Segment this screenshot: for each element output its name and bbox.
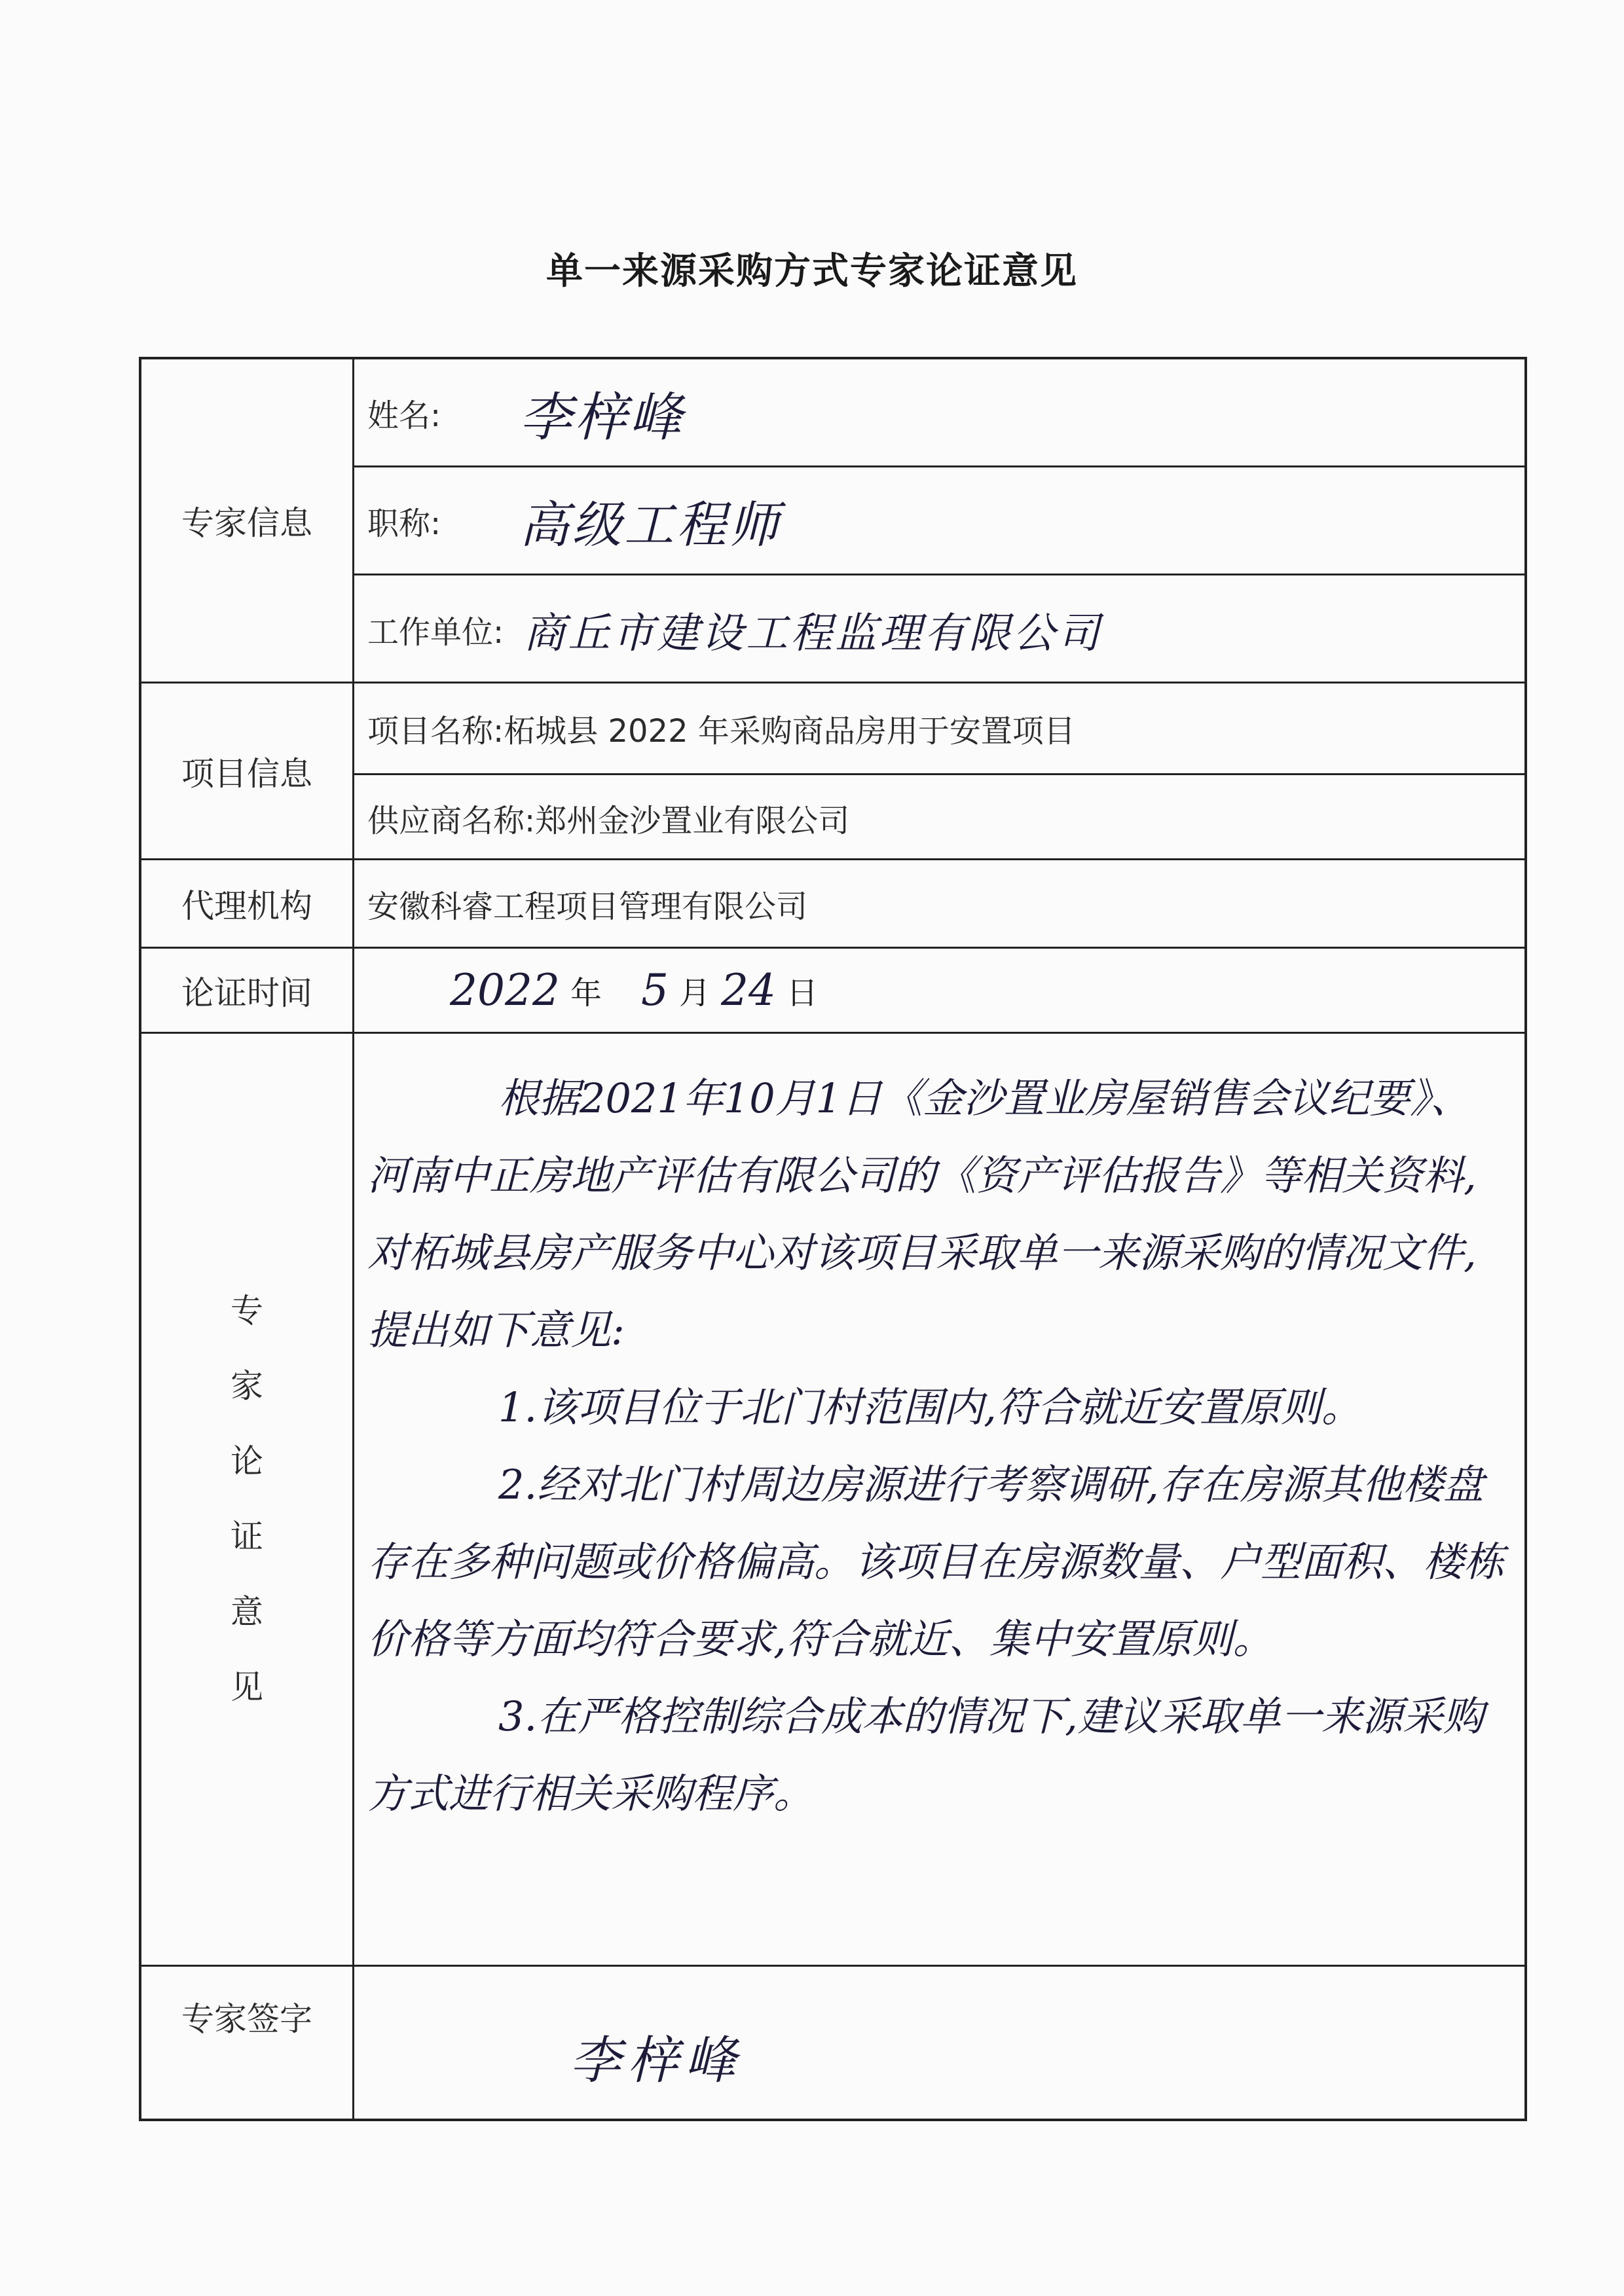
opinion-paragraph: 3.在严格控制综合成本的情况下,建议采取单一来源采购方式进行相关采购程序。 xyxy=(367,1692,1484,1817)
date-day: 24 xyxy=(721,965,776,1015)
expert-info-row xyxy=(141,359,1524,683)
unit-cell xyxy=(354,575,1524,683)
opinion-row xyxy=(141,1034,1524,1967)
review-time-row xyxy=(141,949,1524,1034)
signature-label: 专家签字 xyxy=(141,1967,354,2119)
document-title: 单一来源采购方式专家论证意见 xyxy=(546,249,1078,293)
opinion-label xyxy=(141,1034,354,1965)
project-name-value: 柘城县 2022 年采购商品房用于安置项目 xyxy=(504,713,1075,750)
date-month: 5 xyxy=(640,965,669,1015)
opinion-paragraph: 2.经对北门村周边房源进行考察调研,存在房源其他楼盘存在多种问题或价格偏高。该项目在房源数量、户型面积、楼栋价格等方面均符合要求,符合就近、集中安置原则。 xyxy=(367,1461,1505,1663)
title-cell xyxy=(354,467,1524,575)
date-year: 2022 xyxy=(450,965,560,1015)
agency-label: 代理机构 xyxy=(141,860,354,947)
signature-row xyxy=(141,1967,1524,2119)
date-year-label: 年 xyxy=(570,975,602,1011)
expert-info-label: 专家信息 xyxy=(141,359,354,682)
project-name-label: 项目名称: xyxy=(367,713,504,750)
unit-label: 工作单位: xyxy=(367,614,504,651)
opinion-label-char: 证 xyxy=(231,1518,263,1556)
project-name-cell xyxy=(354,683,1524,775)
opinion-label-char: 见 xyxy=(231,1668,263,1706)
project-info-label: 项目信息 xyxy=(141,683,354,858)
date-month-label: 月 xyxy=(678,975,710,1011)
expert-signature: 李梓峰 xyxy=(570,2032,743,2090)
review-time-label: 论证时间 xyxy=(141,949,354,1032)
date-day-label: 日 xyxy=(786,975,818,1011)
unit-value: 商丘市建设工程监理有限公司 xyxy=(523,609,1103,658)
name-cell xyxy=(354,359,1524,467)
supplier-cell xyxy=(354,775,1524,860)
agency-row xyxy=(141,860,1524,949)
opinion-label-char: 专 xyxy=(231,1292,263,1330)
opinion-paragraph: 根据2021年10月1日《金沙置业房屋销售会议纪要》、河南中正房地产评估有限公司的《资产评估报告》等相关资料,对柘城县房产服务中心对该项目采取单一来源采购的情况文件,提出如下意见: xyxy=(367,1074,1477,1354)
opinion-text xyxy=(367,1060,1505,1832)
name-label: 姓名: xyxy=(367,397,441,434)
title-value: 高级工程师 xyxy=(519,495,782,554)
supplier-label: 供应商名称: xyxy=(367,802,536,839)
opinion-label-char: 论 xyxy=(231,1442,263,1480)
review-date xyxy=(354,949,1524,1032)
review-form-table xyxy=(139,357,1527,2121)
opinion-label-char: 意 xyxy=(231,1593,263,1631)
opinion-paragraph: 1.该项目位于北门村范围内,符合就近安置原则。 xyxy=(498,1383,1362,1431)
agency-value: 安徽科睿工程项目管理有限公司 xyxy=(367,888,808,925)
title-label: 职称: xyxy=(367,505,441,542)
project-info-row xyxy=(141,683,1524,860)
name-value: 李梓峰 xyxy=(519,386,685,448)
supplier-value: 郑州金沙置业有限公司 xyxy=(535,802,850,839)
agency-cell xyxy=(354,860,1524,947)
opinion-label-char: 家 xyxy=(231,1367,263,1405)
